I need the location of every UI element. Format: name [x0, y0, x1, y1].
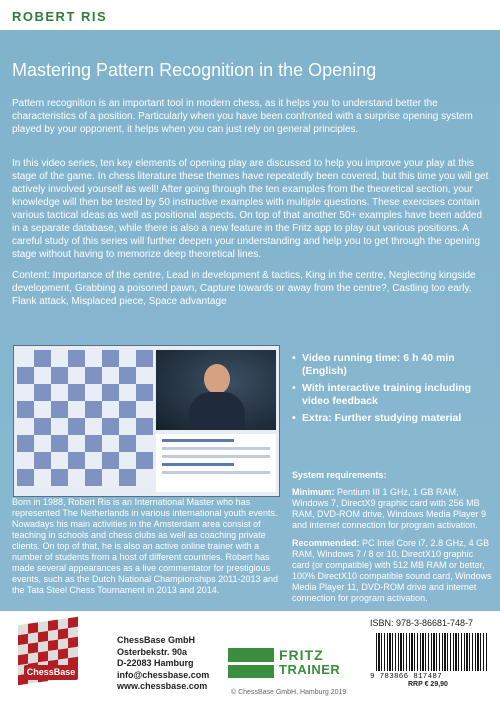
board-square [119, 401, 136, 418]
system-requirements-title: System requirements: [292, 470, 387, 480]
board-square [136, 401, 153, 418]
chessbase-logo [18, 621, 96, 687]
board-square [51, 401, 68, 418]
board-square [68, 350, 85, 367]
board-square [102, 418, 119, 435]
board-square [68, 435, 85, 452]
board-square [68, 367, 85, 384]
notation-line [162, 439, 234, 442]
board-square [68, 401, 85, 418]
feature-item: • Video running time: 6 h 40 min (English) [292, 352, 492, 378]
barcode-digits: 9 783866 817487 [370, 673, 443, 681]
board-square [51, 418, 68, 435]
address-email[interactable]: info@chessbase.com [117, 669, 210, 680]
board-square [17, 418, 34, 435]
description-paragraph: In this video series, ten key elements of opening play are discussed to help you improve your play at this stage of the game. In chess literature these themes have repeatedly been covered, but this time you will get actively involved yourself as well! After going through the ten examples from the theoretical section, your knowledge will then be tested by 50 instructive examples with multiple questions. These exercises contain various tactical ideas as well as positional aspects. On top of that another 50+ examples have been added in a separate database, while there is also a new feature in the Fritz app to play out various positions. A careful study of this series will further deepen your understanding and help you to get through the opening stage without having to memorize deep theoretical lines. [12, 158, 489, 260]
board-square [102, 367, 119, 384]
feature-item: • Extra: Further studying material [292, 412, 492, 425]
board-square [17, 469, 34, 486]
board-square [119, 435, 136, 452]
board-square [34, 469, 51, 486]
notation-line [162, 463, 234, 466]
fritz-mark-icon [228, 648, 274, 678]
recommended-text: PC Intel Core i7, 2.8 GHz, 4 GB RAM, Windows 7 / 8 or 10, DirectX10 graphic card (or compatible) with 512 MB RAM or better, 100% DirectX10 compatible sound card, Windows Media Player 11, DVD-ROM drive and internet connection for program activation. [292, 538, 492, 603]
board-square [68, 469, 85, 486]
header-bar [0, 0, 500, 30]
board-square [85, 452, 102, 469]
publisher-address [117, 635, 209, 693]
board-square [17, 452, 34, 469]
board-square [119, 384, 136, 401]
board-square [85, 469, 102, 486]
presenter-head [204, 364, 230, 394]
board-square [85, 367, 102, 384]
board-square [119, 350, 136, 367]
footer [0, 611, 500, 707]
board-square [17, 384, 34, 401]
product-title: Mastering Pattern Recognition in the Opening [12, 60, 377, 80]
board-square [85, 418, 102, 435]
chess-board-image [17, 350, 153, 486]
barcode [370, 633, 488, 679]
minimum-text: Pentium III 1 GHz, 1 GB RAM, Windows 7, DirectX9 graphic card with 256 MB RAM, DVD-ROM drive, Windows Media Player 9 and internet connection for program activation. [292, 487, 487, 530]
board-square [34, 418, 51, 435]
feature-list [292, 352, 492, 429]
notation-line [162, 447, 270, 450]
board-square [51, 367, 68, 384]
author-bio: Born in 1988, Robert Ris is an International Master who has represented The Netherlands in various international youth events. Nowadays his main activities in the Amsterdam area consist of teaching in schools and chess clubs as well as coaching private clients. On top of that, he is also an active online trainer with a number of students from a host of different countries. Robert has made several appearances as a live commentator for prestigious events, such as the Dutch National Championships 2011-2013 and the Tata Steel Chess Tournament in 2013 and 2014. [12, 497, 279, 595]
board-square [136, 367, 153, 384]
board-square [136, 418, 153, 435]
chessbase-logo-label: ChessBase [24, 665, 78, 680]
fritz-label: FRITZ [279, 647, 324, 663]
video-frame [156, 350, 276, 430]
board-square [136, 452, 153, 469]
recommended-label: Recommended: [292, 538, 360, 548]
minimum-requirements [292, 487, 492, 531]
copyright: © ChessBase GmbH, Hamburg 2019 [231, 689, 347, 696]
intro-paragraph: Pattern recognition is an important tool in modern chess, as it helps you to understand better the characteristics of a position. Particularly when you have been confronted with a surprise opening system played by your opponent, it helps when you can just rely on general principles. [12, 98, 473, 135]
barcode-bars [376, 633, 488, 671]
board-square [34, 401, 51, 418]
board-square [34, 367, 51, 384]
trainer-label: TRAINER [279, 662, 341, 677]
board-square [51, 469, 68, 486]
board-square [119, 418, 136, 435]
board-square [17, 435, 34, 452]
board-square [51, 452, 68, 469]
feature-item: • With interactive training including video feedback [292, 382, 492, 408]
board-square [136, 384, 153, 401]
board-square [51, 435, 68, 452]
board-square [102, 435, 119, 452]
board-square [17, 367, 34, 384]
board-square [119, 367, 136, 384]
isbn: ISBN: 978-3-86681-748-7 [370, 618, 474, 628]
board-square [34, 452, 51, 469]
board-square [136, 435, 153, 452]
board-square [119, 469, 136, 486]
notation-line [162, 455, 270, 458]
price: RRP € 29,90 [408, 681, 448, 688]
board-square [102, 350, 119, 367]
address-city: D-22083 Hamburg [117, 658, 194, 668]
board-square [17, 350, 34, 367]
board-square [102, 452, 119, 469]
board-square [85, 401, 102, 418]
board-square [102, 384, 119, 401]
presenter-body [189, 392, 245, 430]
board-square [136, 469, 153, 486]
board-square [102, 469, 119, 486]
notation-line [162, 471, 270, 474]
board-square [119, 452, 136, 469]
address-company: ChessBase GmbH [117, 635, 196, 645]
board-square [34, 350, 51, 367]
software-screenshot [13, 345, 280, 497]
board-square [85, 384, 102, 401]
board-square [17, 401, 34, 418]
board-square [85, 435, 102, 452]
board-square [51, 384, 68, 401]
board-square [68, 384, 85, 401]
fritz-trainer-logo [225, 646, 345, 680]
notation-panel [156, 434, 276, 492]
board-square [34, 435, 51, 452]
board-square [51, 350, 68, 367]
board-square [102, 401, 119, 418]
board-square [68, 452, 85, 469]
address-street: Osterbekstr. 90a [117, 646, 188, 657]
address-website[interactable]: www.chessbase.com [117, 681, 208, 691]
system-requirements [292, 470, 492, 611]
board-square [68, 418, 85, 435]
minimum-label: Minimum: [292, 487, 335, 497]
content-paragraph: Content: Importance of the centre, Lead in development & tactics, King in the centre, Neglecting kingside development, Grabbing a poisoned pawn, Capture towards or away from the centre?, Castling too early, Flank attack, Misplaced piece, Space advantage [12, 270, 476, 307]
board-square [34, 384, 51, 401]
board-square [85, 350, 102, 367]
recommended-requirements [292, 538, 492, 604]
author-name: ROBERT RIS [12, 9, 108, 24]
board-square [136, 350, 153, 367]
